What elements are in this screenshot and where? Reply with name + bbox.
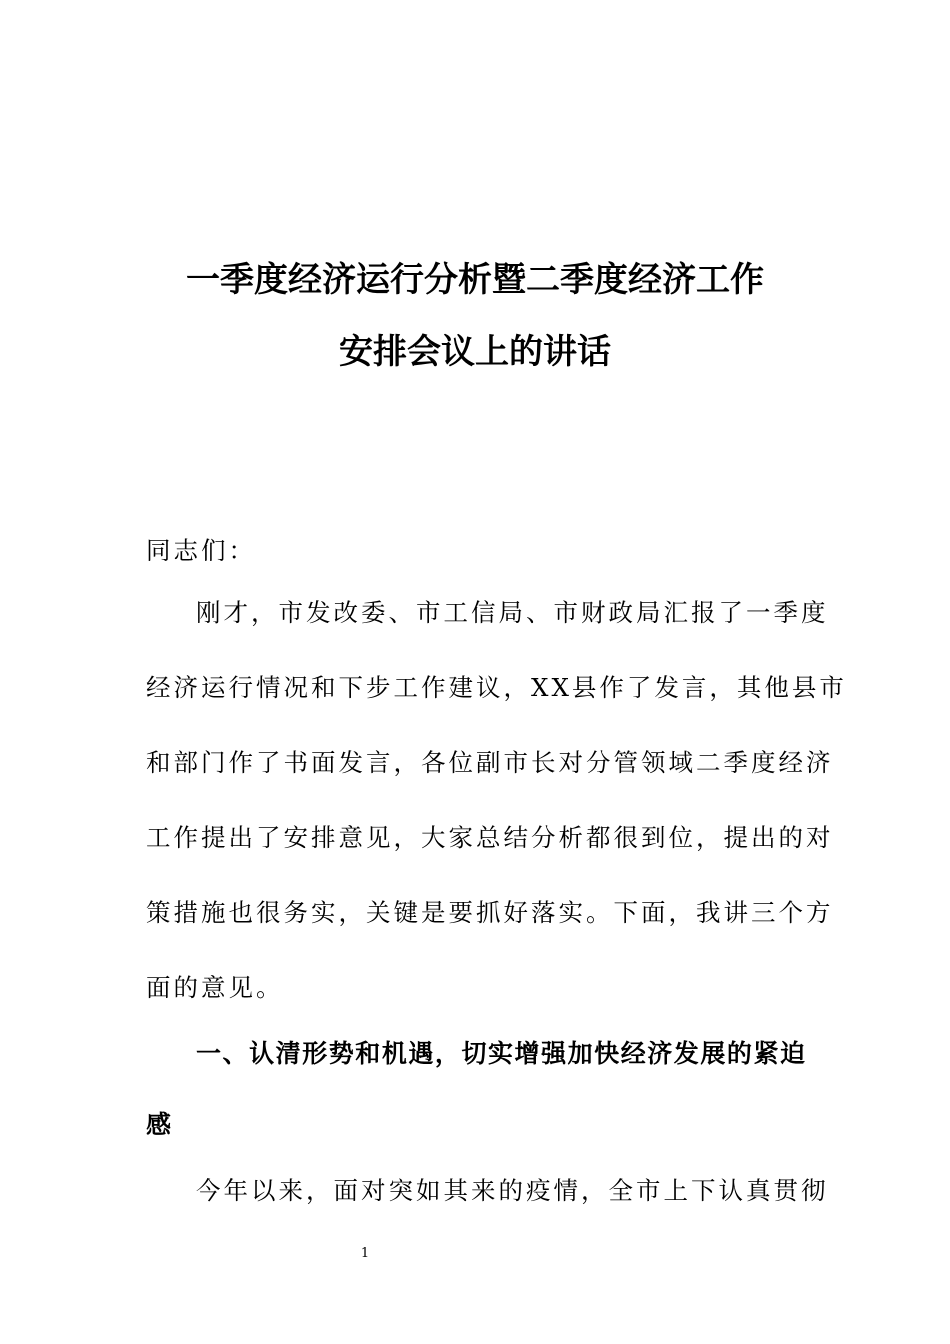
section-1-heading-line-2: 感 [146, 1110, 173, 1139]
paragraph-1-line-6: 面的意见。 [146, 973, 284, 1002]
page-number: 1 [360, 1246, 370, 1261]
paragraph-1-line-2: 经济运行情况和下步工作建议，XX县作了发言，其他县市 [146, 673, 847, 702]
salutation: 同志们： [146, 536, 256, 565]
paragraph-1-line-1: 刚才，市发改委、市工信局、市财政局汇报了一季度 [196, 598, 829, 627]
paragraph-2-line-1: 今年以来，面对突如其来的疫情，全市上下认真贯彻 [196, 1176, 829, 1205]
document-title-line-1: 一季度经济运行分析暨二季度经济工作 [186, 260, 764, 300]
paragraph-1-line-3: 和部门作了书面发言，各位副市长对分管领域二季度经济 [146, 748, 834, 777]
paragraph-1-line-4: 工作提出了安排意见，大家总结分析都很到位，提出的对 [146, 823, 834, 852]
section-1-heading-line-1: 一、认清形势和机遇，切实增强加快经济发展的紧迫 [196, 1039, 806, 1068]
document-title-line-2: 安排会议上的讲话 [339, 332, 611, 372]
paragraph-1-line-5: 策措施也很务实，关键是要抓好落实。下面，我讲三个方 [146, 898, 834, 927]
